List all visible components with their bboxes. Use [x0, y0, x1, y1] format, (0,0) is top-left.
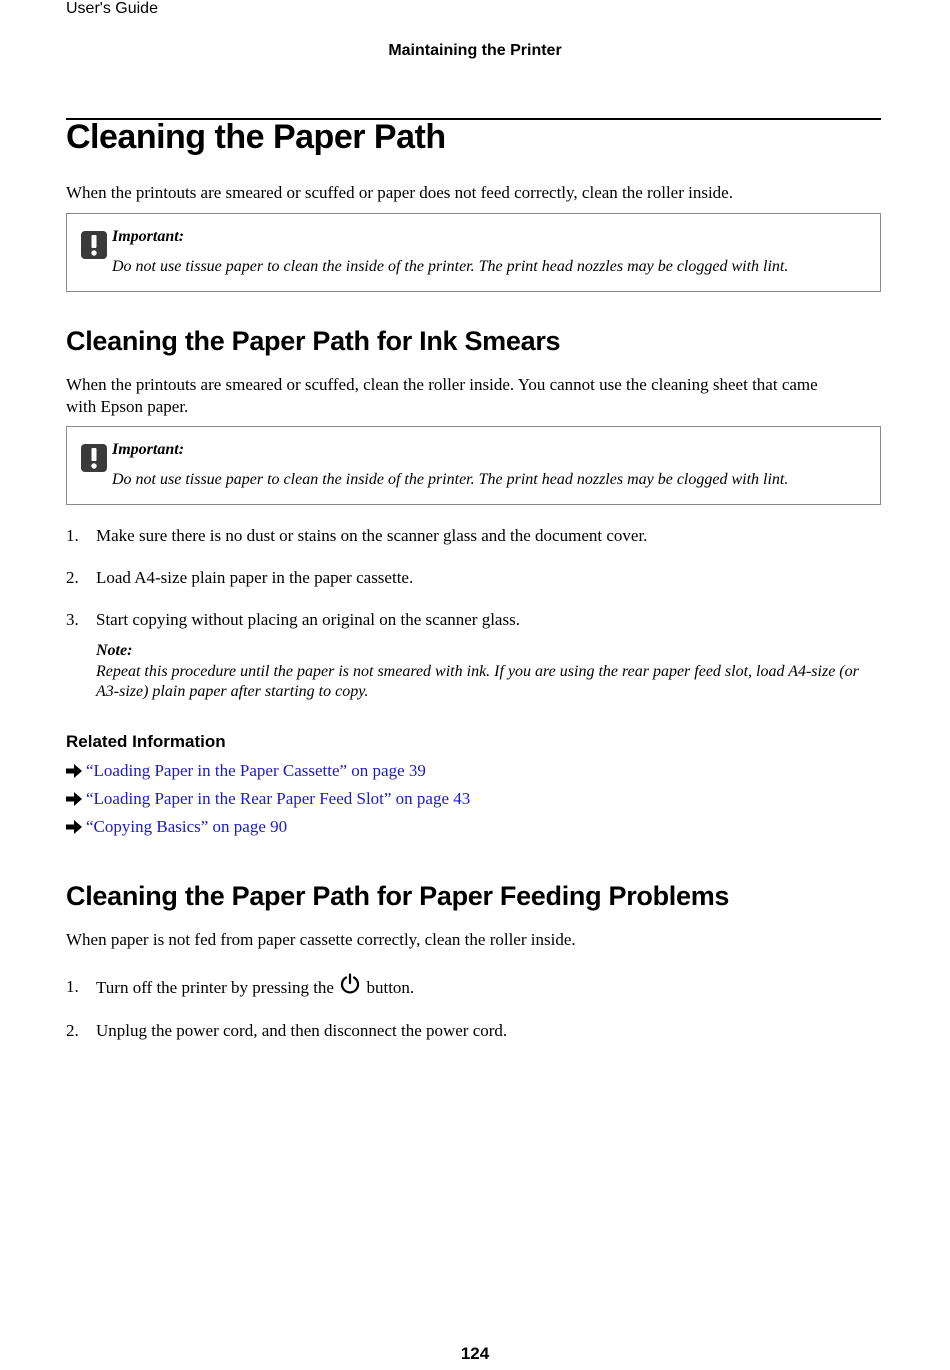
step-number: 1.	[66, 526, 79, 545]
step-number: 2.	[66, 568, 79, 587]
related-information-title: Related Information	[66, 732, 226, 751]
page-number: 124	[460, 1344, 490, 1363]
step-text	[96, 973, 414, 998]
step-number: 3.	[66, 610, 79, 629]
related-link-row[interactable]	[66, 789, 470, 809]
important-label: Important:	[112, 441, 185, 458]
step-text-before: Turn off the printer by pressing the	[96, 978, 334, 997]
page-title: Cleaning the Paper Path	[66, 118, 446, 156]
important-box	[66, 213, 881, 292]
ink-smears-intro	[66, 374, 881, 418]
note-text-line-1: Repeat this procedure until the paper is not smeared with ink. If you are using the rear paper feed slot, load A4-size (or	[96, 663, 859, 680]
paper-feeding-intro: When paper is not fed from paper cassette correctly, clean the roller inside.	[66, 930, 576, 949]
note-label: Note:	[96, 642, 133, 659]
step-text: Unplug the power cord, and then disconnect the power cord.	[96, 1021, 508, 1040]
important-label: Important:	[112, 228, 185, 245]
related-link-row[interactable]	[66, 761, 426, 781]
related-link-row[interactable]	[66, 817, 287, 837]
intro-paragraph: When the printouts are smeared or scuffed or paper does not feed correctly, clean the roller inside.	[66, 183, 733, 202]
power-icon	[340, 973, 360, 995]
important-icon	[81, 231, 107, 259]
ink-smears-intro-line-2: with Epson paper.	[66, 397, 189, 416]
ink-smears-intro-line-1: When the printouts are smeared or scuffed, clean the roller inside. You cannot use the cleaning sheet that came	[66, 375, 818, 394]
important-box	[66, 426, 881, 505]
step-number: 1.	[66, 977, 79, 996]
important-text: Do not use tissue paper to clean the inside of the printer. The print head nozzles may be clogged with lint.	[112, 258, 789, 275]
step-number: 2.	[66, 1021, 79, 1040]
note-text	[96, 662, 881, 702]
arrow-right-icon	[66, 820, 82, 834]
section-heading-paper-feeding: Cleaning the Paper Path for Paper Feeding Problems	[66, 881, 730, 911]
step-text-after: button.	[366, 978, 415, 997]
related-link[interactable]: “Loading Paper in the Paper Cassette” on page 39	[86, 761, 426, 780]
running-header-guide: User's Guide	[66, 0, 158, 17]
related-link[interactable]: “Loading Paper in the Rear Paper Feed Slot” on page 43	[86, 789, 471, 808]
arrow-right-icon	[66, 792, 82, 806]
related-link[interactable]: “Copying Basics” on page 90	[86, 817, 288, 836]
running-header-chapter: Maintaining the Printer	[388, 42, 562, 59]
step-text: Load A4-size plain paper in the paper cassette.	[96, 568, 414, 587]
step-text: Make sure there is no dust or stains on the scanner glass and the document cover.	[96, 526, 648, 545]
important-text: Do not use tissue paper to clean the inside of the printer. The print head nozzles may be clogged with lint.	[112, 471, 789, 488]
section-heading-ink-smears: Cleaning the Paper Path for Ink Smears	[66, 326, 561, 356]
important-icon	[81, 444, 107, 472]
arrow-right-icon	[66, 764, 82, 778]
note-text-line-2: A3-size) plain paper after starting to copy.	[96, 683, 369, 700]
step-text: Start copying without placing an original on the scanner glass.	[96, 610, 520, 629]
